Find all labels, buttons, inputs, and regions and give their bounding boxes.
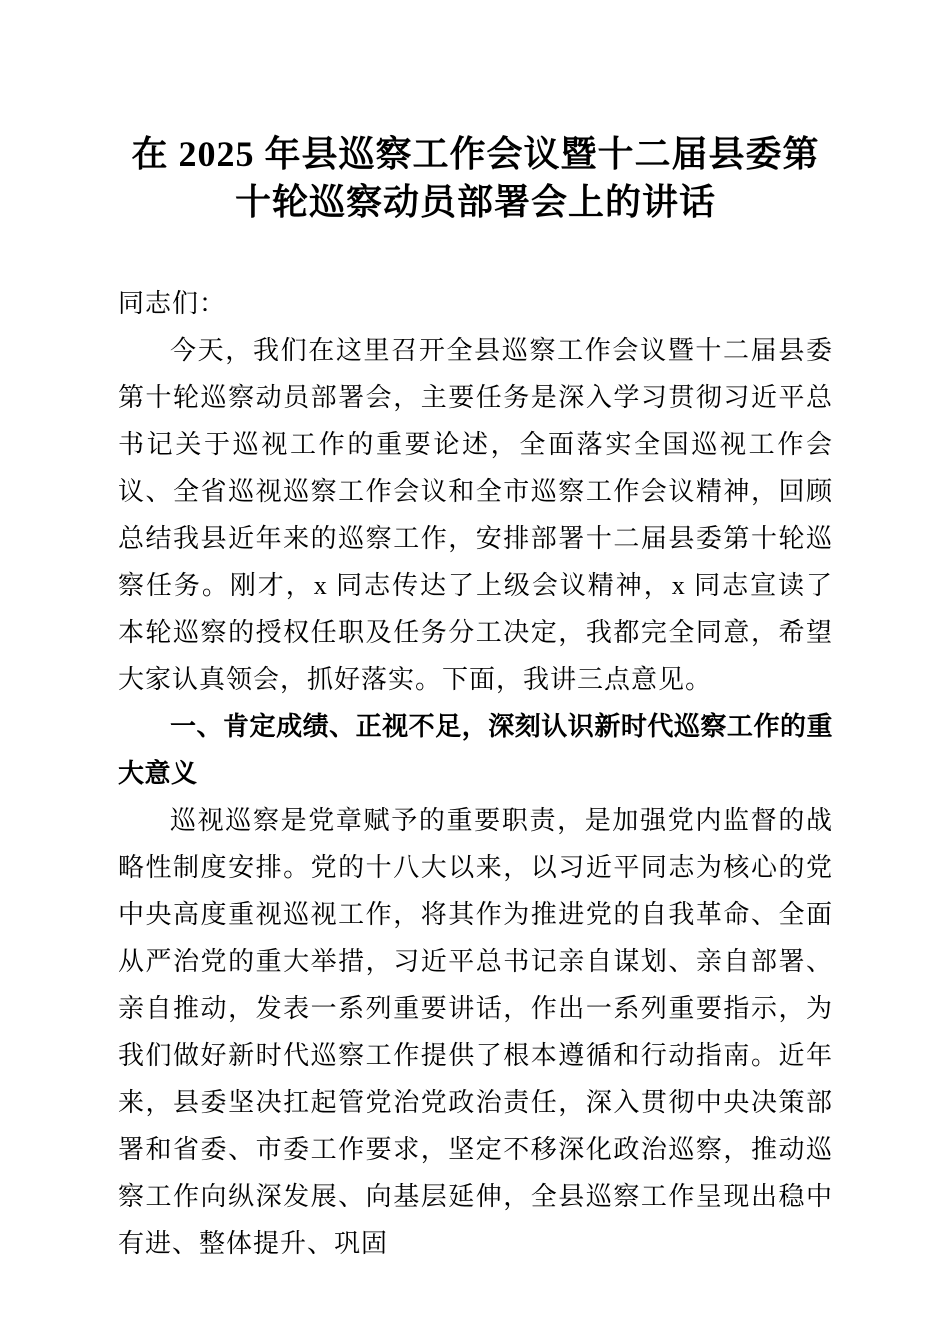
section-heading: 一、肯定成绩、正视不足，深刻认识新时代巡察工作的重大意义	[118, 711, 833, 788]
paragraph: 今天，我们在这里召开全县巡察工作会议暨十二届县委第十轮巡察动员部署会，主要任务是深入学习贯彻习近平总书记关于巡视工作的重要论述，全面落实全国巡视工作会议、全省巡视巡察工作会议和全市巡察工作会议精神，回顾总结我县近年来的巡察工作，安排部署十二届县委第十轮巡察任务。刚才，x 同志传达了上级会议精神，x 同志宣读了本轮巡察的授权任职及任务分工决定，我都完全同意，希望大家认真领会，抓好落实。下面，我讲三点意见。	[118, 336, 833, 694]
paragraph: 巡视巡察是党章赋予的重要职责，是加强党内监督的战略性制度安排。党的十八大以来，以习近平同志为核心的党中央高度重视巡视工作，将其作为推进党的自我革命、全面从严治党的重大举措，习近平总书记亲自谋划、亲自部署、亲自推动，发表一系列重要讲话，作出一系列重要指示，为我们做好新时代巡察工作提供了根本遵循和行动指南。近年来，县委坚决扛起管党治党政治责任，深入贯彻中央决策部署和省委、市委工作要求，坚定不移深化政治巡察，推动巡察工作向纵深发展、向基层延伸，全县巡察工作呈现出稳中有进、整体提升、巩固	[118, 806, 833, 1258]
document-title: 在 2025 年县巡察工作会议暨十二届县委第十轮巡察动员部署会上的讲话	[131, 134, 820, 222]
salutation: 同志们：	[118, 289, 227, 318]
document-body	[118, 327, 833, 1267]
